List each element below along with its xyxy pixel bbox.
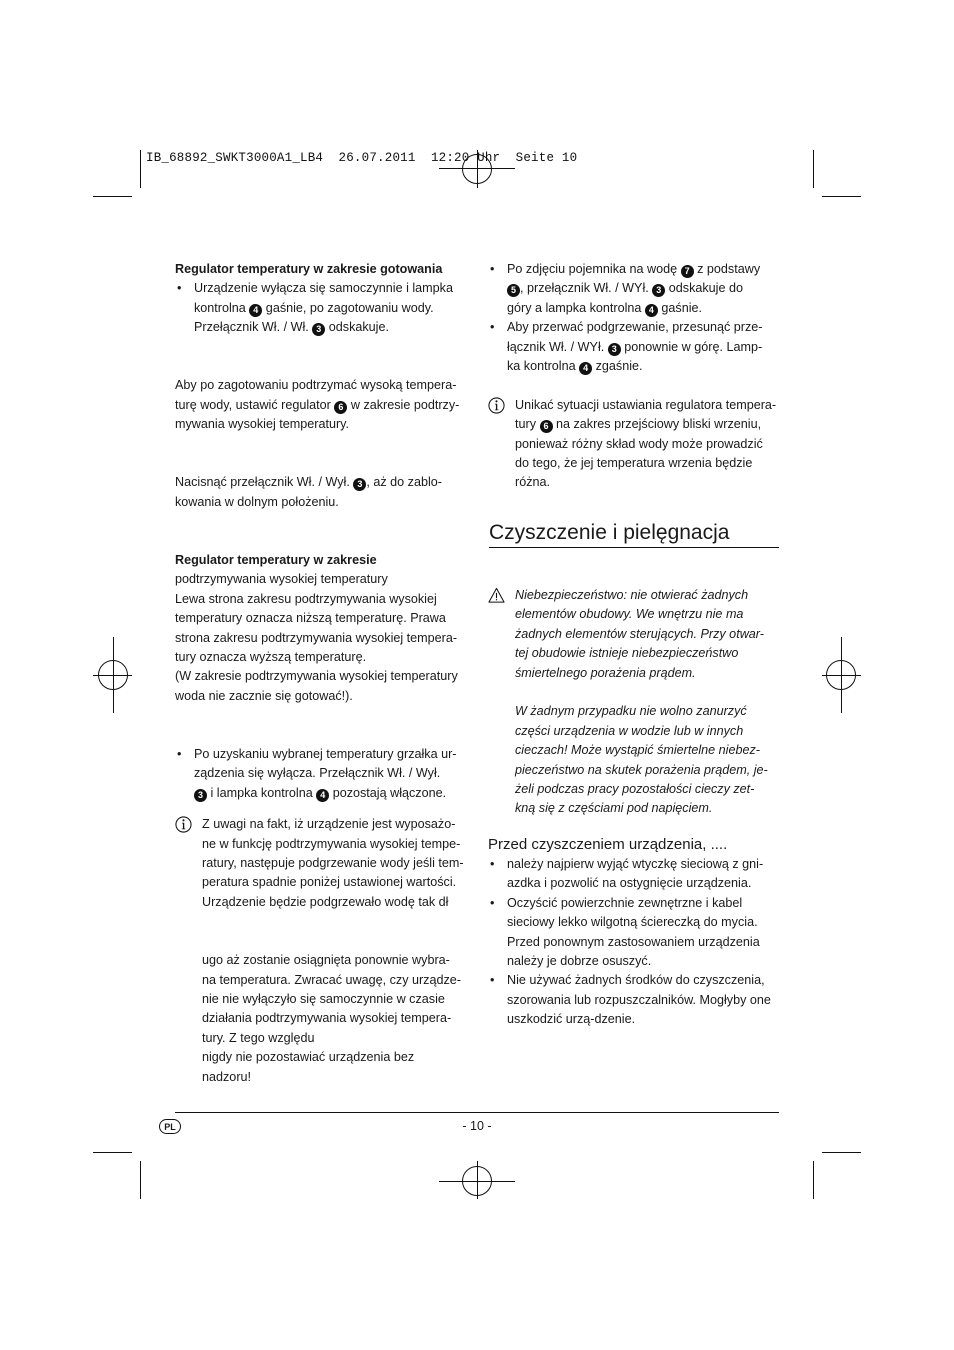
callout-number: 4 [249,304,262,317]
crop-mark [140,150,141,188]
crop-mark [813,1161,814,1199]
callout-number: 3 [312,323,325,336]
warning-note: Niebezpieczeństwo: nie otwierać żadnych elementów obudowy. We wnętrzu nie ma żadnych elementów sterujących. Przy otwar- tej obudowie istnieje niebezpieczeństwo śmiertelnego porażenia prądem. W żadnym przypadku nie wolno zanurzyć części urządzenia w wodzie lub w innych cieczach! Może wystąpić śmiertelne niebez- pieczeństwo na skutek porażenia prądem, je- żeli podczas pracy pozostałości cieczy zet- kną się z częściami pod napięciem. [488,586,783,819]
print-slug: IB_68892_SWKT3000A1_LB4 26.07.2011 12:20 Uhr Seite 10 [146,151,578,165]
callout-number: 4 [316,789,329,802]
warning-icon [488,587,505,604]
bullet-item: • Po zdjęciu pojemnika na wodę 7 z podstawy 5 , przełącznik Wł. / WYł. 3 odskakuje do góry a lampka kontrolna 4 gaśnie. [488,260,783,318]
section-heading: Regulator temperatury w zakresie [175,553,377,567]
registration-circle [98,660,128,690]
bullet-item: • Urządzenie wyłącza się samoczynnie i lampka kontrolna 4 gaśnie, po zagotowaniu wody. Przełącznik Wł. / Wł. 3 odskakuje. [175,279,467,337]
paragraph: Nacisnąć przełącznik Wł. / Wył. 3 , aż do zablo- kowania w dolnym położeniu. [175,475,442,509]
info-note: Z uwagi na fakt, iż urządzenie jest wyposażo- ne w funkcję podtrzymywania wysokiej tempe- ratury, następuje podgrzewanie wody jeśli tem- peratura spadnie poniżej ustawionej wartości. Urządzenie będzie podgrzewało wodę tak dł ugo aż zostanie osiągnięta ponownie wybra- na temperatura. Zwracać uwagę, czy urządze- nie nie wyłączyło się samoczynnie w czasie działania podtrzymywania wysokiej tempera- tury. Z tego względu nigdy nie pozostawiać urządzenia bez nadzoru! [175,815,467,1087]
info-note: Unikać sytuacji ustawiania regulatora tempera- tury 6 na zakres przejściowy bliski wrzeniu, ponieważ różny skład wody może prowadzić do tego, że jej temperatura wrzenia będzie różna. [488,396,783,493]
bullet-item: • Po uzyskaniu wybranej temperatury grzałka ur- ządzenia się wyłącza. Przełącznik Wł. / Wył. 3 i lampka kontrolna 4 pozostają włączone. [175,745,467,803]
callout-number: 6 [540,420,553,433]
crop-mark [822,1152,861,1153]
left-column [175,260,467,1087]
bullet-item: • należy najpierw wyjąć wtyczkę sieciową z gni- azdka i pozwolić na ostygnięcie urządzenia. [488,855,783,894]
crop-mark [813,150,814,188]
callout-number: 4 [645,304,658,317]
callout-number: 3 [652,284,665,297]
callout-number: 3 [194,789,207,802]
callout-number: 3 [353,478,366,491]
footer-rule [175,1112,779,1113]
section-heading: Regulator temperatury w zakresie gotowania [175,262,443,276]
crop-mark [93,1152,132,1153]
callout-number: 6 [334,401,347,414]
bullet-item: • Oczyścić powierzchnie zewnętrzne i kabel sieciowy lekko wilgotną ściereczką do mycia. Przed ponownym zastosowaniem urządzenia należy je dobrze osuszyć. [488,894,783,972]
info-icon [488,397,505,414]
callout-number: 5 [507,284,520,297]
language-badge: PL [159,1119,181,1134]
registration-circle [462,1166,492,1196]
callout-number: 4 [579,362,592,375]
page-number: - 10 - [462,1119,492,1133]
section-title: Czyszczenie i pielęgnacja [489,521,779,548]
crop-mark [140,1161,141,1199]
crop-mark [822,196,861,197]
callout-number: 3 [608,343,621,356]
bullet-item: • Nie używać żadnych środków do czyszczenia, szorowania lub rozpuszczalników. Mogłyby one uszkodzić urzą-dzenie. [488,971,783,1029]
right-column-bottom [488,586,783,1030]
bullet-item: • Aby przerwać podgrzewanie, przesunąć prze- łącznik Wł. / WYł. 3 ponownie w górę. Lamp- ka kontrolna 4 zgaśnie. [488,318,783,376]
right-column-top [488,260,783,493]
registration-circle [826,660,856,690]
callout-number: 7 [681,265,694,278]
info-icon [175,816,192,833]
paragraph: Aby po zagotowaniu podtrzymać wysoką tempera- turę wody, ustawić regulator 6 w zakresie podtrzy- mywania wysokiej temperatury. [175,378,460,432]
crop-mark [93,196,132,197]
paragraph: podtrzymywania wysokiej temperatury Lewa strona zakresu podtrzymywania wysokiej temperatury oznacza niższą temperaturę. Prawa strona zakresu podtrzymywania wysokiej tempera- tury oznacza wyższą temperaturę. (W zakresie podtrzymywania wysokiej temperatury woda nie zacznie się gotować!). [175,572,458,703]
subsection-title: Przed czyszczeniem urządzenia, .... [488,835,728,853]
